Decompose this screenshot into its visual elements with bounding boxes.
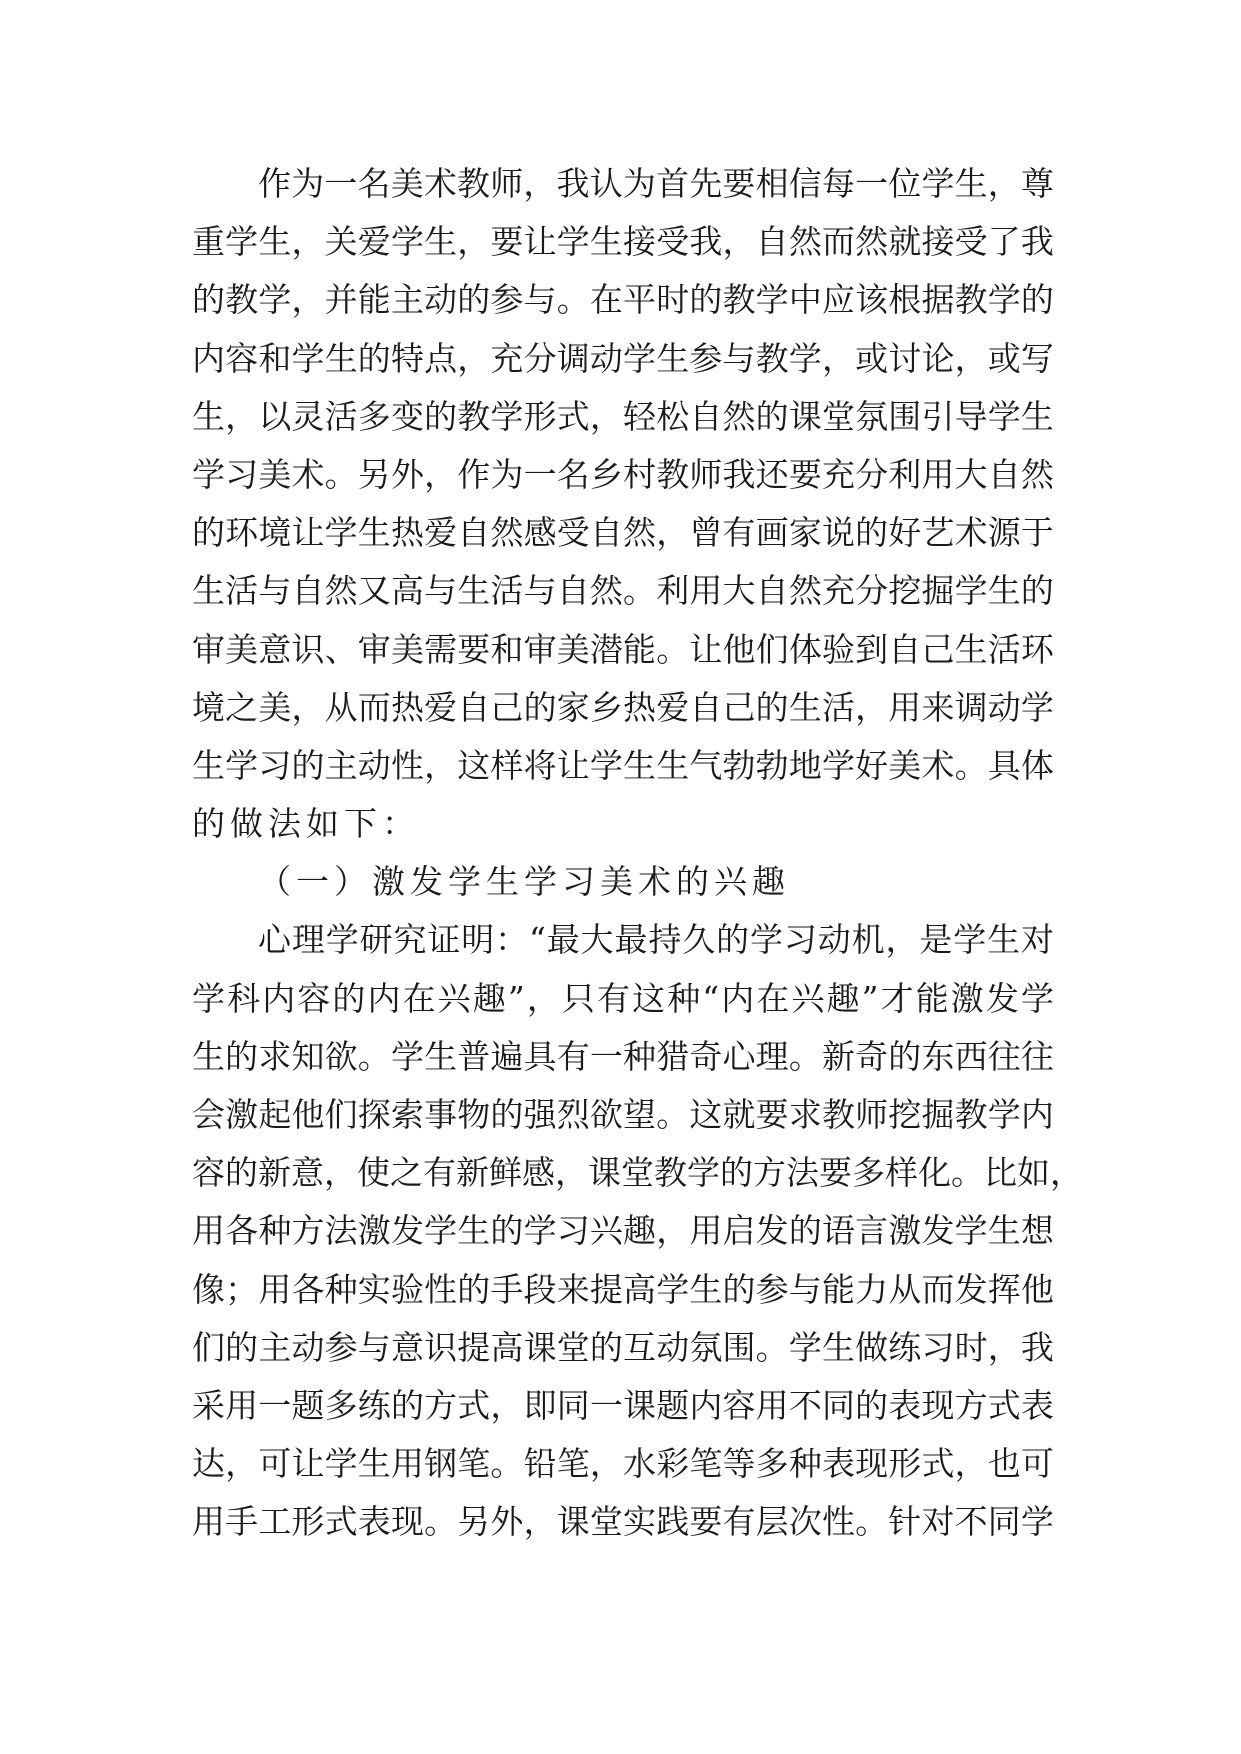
text-line: 审 美 意 识 、 审 美 需 要 和 审 美 潜 能 。 让 他 们 体 验 到 自 己 生 活 环 [192,629,1054,669]
text-line: 境 之 美 ， 从 而 热 爱 自 己 的 家 乡 热 爱 自 己 的 生 活 ， 用 来 调 动 学 [192,687,1054,727]
text-line: 内 容 和 学 生 的 特 点 ， 充 分 调 动 学 生 参 与 教 学 ， 或 讨 论 ， 或 写 [192,338,1054,378]
text-line: 生 学 习 的 主 动 性 ， 这 样 将 让 学 生 生 气 勃 勃 地 学 好 美 术 。 具 体 [192,745,1054,785]
body-text [192,155,1083,1552]
text-line: 用 各 种 方 法 激 发 学 生 的 学 习 兴 趣 ， 用 启 发 的 语 言 激 发 学 生 想 [192,1211,1054,1251]
text-line: 的 环 境 让 学 生 热 爱 自 然 感 受 自 然 ， 曾 有 画 家 说 的 好 艺 术 源 于 [192,513,1054,553]
text-line: 生 的 求 知 欲 。 学 生 普 遍 具 有 一 种 猎 奇 心 理 。 新 奇 的 东 西 往 往 [192,1036,1054,1076]
text-line: 容 的 新 意 ， 使 之 有 新 鲜 感 ， 课 堂 教 学 的 方 法 要 多 样 化 。 比 如 ， [192,1153,1083,1193]
text-line: 采 用 一 题 多 练 的 方 式 ， 即 同 一 课 题 内 容 用 不 同 的 表 现 方 式 表 [192,1385,1054,1425]
text-line: 的做法如下： [192,804,420,844]
text-line: 重 学 生 ， 关 爱 学 生 ， 要 让 学 生 接 受 我 ， 自 然 而 然 就 接 受 了 我 [192,222,1054,262]
text-line: 会 激 起 他 们 探 索 事 物 的 强 烈 欲 望 。 这 就 要 求 教 师 挖 掘 教 学 内 [192,1095,1054,1134]
text-line: 生 活 与 自 然 又 高 与 生 活 与 自 然 。 利 用 大 自 然 充 分 挖 掘 学 生 的 [192,571,1054,611]
text-line: 学 科 内 容 的 内 在 兴 趣 ” ， 只 有 这 种 “ 内 在 兴 趣 ” 才 能 激 发 学 [192,978,1054,1018]
text-line: 的 教 学 ， 并 能 主 动 的 参 与 。 在 平 时 的 教 学 中 应 该 根 据 教 学 的 [192,280,1054,320]
text-line: 用 手 工 形 式 表 现 。 另 外 ， 课 堂 实 践 要 有 层 次 性 。 针 对 不 同 学 [192,1502,1054,1542]
text-line: 们 的 主 动 参 与 意 识 提 高 课 堂 的 互 动 氛 围 。 学 生 做 练 习 时 ， 我 [192,1327,1054,1367]
section-heading: （一）激发学生学习美术的兴趣 [258,862,790,902]
text-line: 像 ； 用 各 种 实 验 性 的 手 段 来 提 高 学 生 的 参 与 能 力 从 而 发 挥 他 [192,1269,1054,1309]
text-line: 生 ， 以 灵 活 多 变 的 教 学 形 式 ， 轻 松 自 然 的 课 堂 氛 围 引 导 学 生 [192,396,1054,436]
text-line: 心 理 学 研 究 证 明 ： “ 最 大 最 持 久 的 学 习 动 机 ， 是 学 生 对 [258,920,1054,960]
text-line: 作 为 一 名 美 术 教 师 ， 我 认 为 首 先 要 相 信 每 一 位 学 生 ， 尊 [258,164,1054,203]
text-line: 达 ， 可 让 学 生 用 钢 笔 。 铅 笔 ， 水 彩 笔 等 多 种 表 现 形 式 ， 也 可 [192,1444,1054,1484]
text-line: 学 习 美 术 。 另 外 ， 作 为 一 名 乡 村 教 师 我 还 要 充 分 利 用 大 自 然 [192,454,1054,494]
